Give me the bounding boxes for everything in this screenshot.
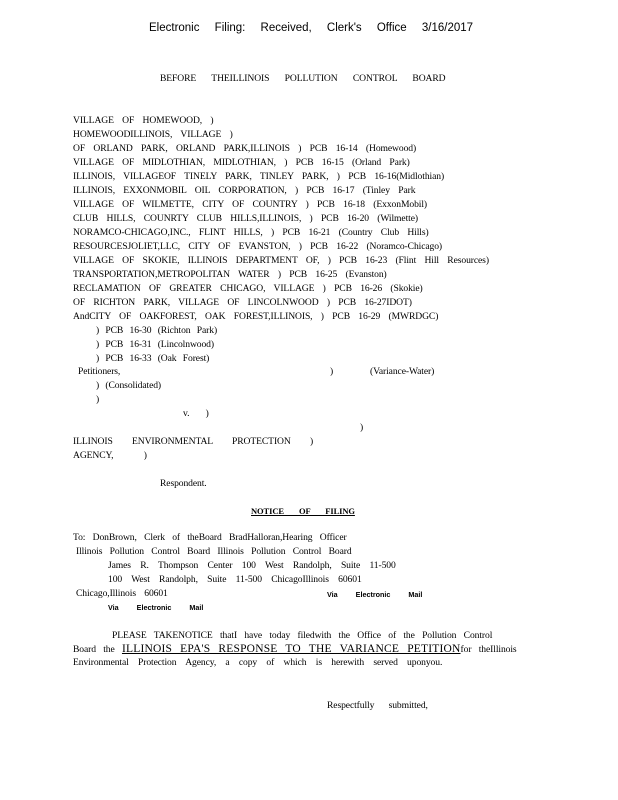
body-text: Board the	[73, 644, 122, 655]
respondent-name: ILLINOIS ENVIRONMENTAL PROTECTION )	[73, 436, 314, 447]
address-line: 100 West Randolph, Suite 11-500 ChicagoIllinois 60601	[108, 574, 362, 585]
case-type: (Variance-Water)	[370, 366, 435, 377]
document-title: ILLINOIS EPA'S RESPONSE TO THE VARIANCE PETITION	[121, 643, 461, 655]
delivery-method: Via Electronic Mail	[108, 603, 204, 612]
caption-line: VILLAGE OF WILMETTE, CITY OF COUNTRY ) PCB 16-18 (ExxonMobil)	[73, 199, 427, 210]
court-title: BEFORE THEILLINOIS POLLUTION CONTROL BOARD	[160, 73, 446, 84]
caption-line: TRANSPORTATION,METROPOLITAN WATER ) PCB 16-25 (Evanston)	[73, 269, 387, 280]
address-line: Chicago,Illinois 60601	[76, 588, 168, 599]
caption-paren: )	[96, 394, 100, 405]
caption-line: NORAMCO-CHICAGO,INC., FLINT HILLS, ) PCB 16-21 (Country Club Hills)	[73, 227, 429, 238]
versus-label: v. )	[183, 408, 209, 419]
caption-line: ) PCB 16-31 (Lincolnwood)	[96, 339, 214, 350]
caption-line: RECLAMATION OF GREATER CHICAGO, VILLAGE ) PCB 16-26 (Skokie)	[73, 283, 423, 294]
notice-title: NOTICE OF FILING	[251, 506, 355, 516]
respondent-name: AGENCY, )	[73, 450, 147, 461]
caption-line: VILLAGE OF MIDLOTHIAN, MIDLOTHIAN, ) PCB 16-15 (Orland Park)	[73, 157, 410, 168]
caption-line: ILLINOIS, EXXONMOBIL OIL CORPORATION, ) PCB 16-17 (Tinley Park	[73, 185, 416, 196]
caption-line: OF ORLAND PARK, ORLAND PARK,ILLINOIS ) PCB 16-14 (Homewood)	[73, 143, 417, 154]
caption-line: ILLINOIS, VILLAGEOF TINELY PARK, TINLEY PARK, ) PCB 16-16(Midlothian)	[73, 171, 445, 182]
delivery-method: Via Electronic Mail	[327, 590, 423, 599]
address-line: To: DonBrown, Clerk of theBoard BradHalloran,Hearing Officer	[73, 532, 347, 543]
caption-line: ) PCB 16-33 (Oak Forest)	[96, 353, 210, 364]
caption-line: OF RICHTON PARK, VILLAGE OF LINCOLNWOOD ) PCB 16-27IDOT)	[73, 297, 412, 308]
closing: Respectfully submitted,	[327, 700, 428, 711]
caption-line: AndCITY OF OAKFOREST, OAK FOREST,ILLINOIS, ) PCB 16-29 (MWRDGC)	[73, 311, 439, 322]
caption-line: VILLAGE OF HOMEWOOD, )	[73, 115, 214, 126]
respondent-label: Respondent.	[160, 478, 207, 489]
caption-line: RESOURCESJOLIET,LLC, CITY OF EVANSTON, ) PCB 16-22 (Noramco-Chicago)	[73, 241, 443, 252]
body-line: Environmental Protection Agency, a copy of which is herewith served uponyou.	[73, 657, 443, 668]
petitioners-label: Petitioners,	[78, 366, 121, 377]
body-text: for theIllinois	[460, 644, 517, 655]
filing-stamp-header: Electronic Filing: Received, Clerk's Office 3/16/2017	[149, 22, 474, 34]
caption-paren: )	[330, 366, 334, 377]
address-line: James R. Thompson Center 100 West Randolph, Suite 11-500	[108, 560, 396, 571]
caption-paren: )	[360, 422, 364, 433]
caption-line: CLUB HILLS, COUNRTY CLUB HILLS,ILLINOIS, ) PCB 16-20 (Wilmette)	[73, 213, 418, 224]
caption-line: VILLAGE OF SKOKIE, ILLINOIS DEPARTMENT OF, ) PCB 16-23 (Flint Hill Resources)	[73, 255, 489, 266]
body-line	[73, 643, 517, 655]
address-line: Illinois Pollution Control Board Illinois Pollution Control Board	[76, 546, 352, 557]
body-line: PLEASE TAKENOTICE thatI have today filedwith the Office of the Pollution Control	[112, 630, 493, 641]
caption-line: ) PCB 16-30 (Richton Park)	[96, 325, 218, 336]
caption-line: HOMEWOODILLINOIS, VILLAGE )	[73, 129, 233, 140]
consolidated-label: ) (Consolidated)	[96, 380, 162, 391]
